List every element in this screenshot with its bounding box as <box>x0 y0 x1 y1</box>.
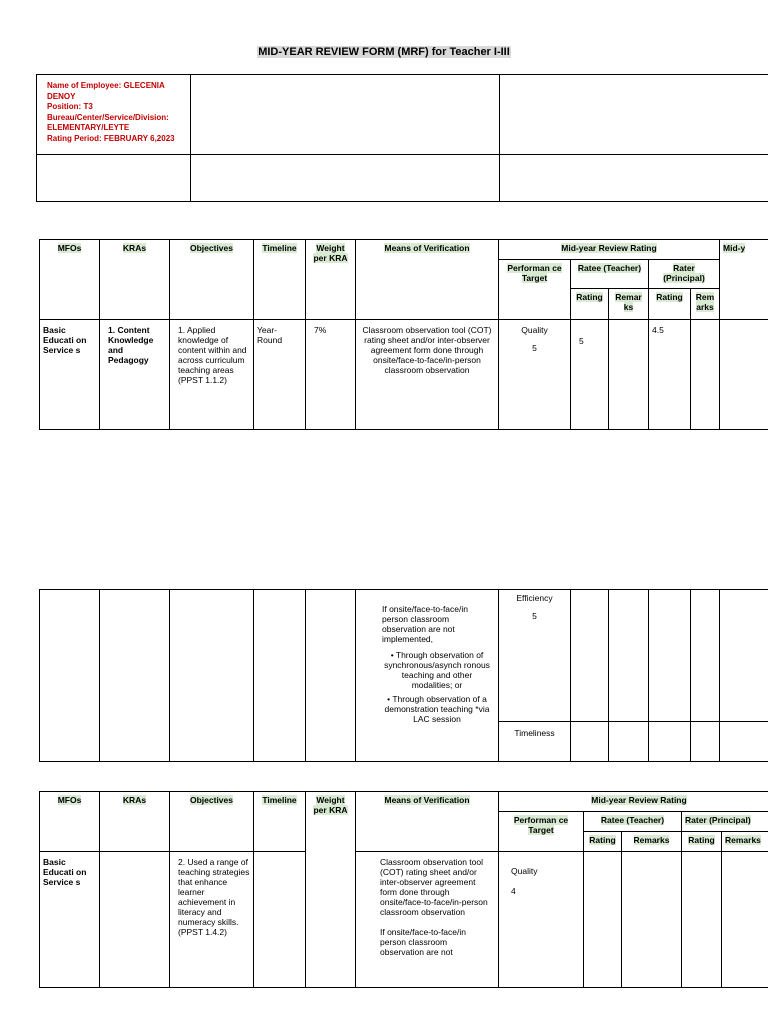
row2-efficiency <box>499 590 571 722</box>
row1-mfo: Basic Educati on Service s <box>40 320 100 430</box>
employee-details <box>47 81 187 145</box>
row2-ratee-rating <box>571 590 609 722</box>
employee-rating-period: Rating Period: FEBRUARY 6,2023 <box>47 133 175 143</box>
row2-extra <box>720 590 768 722</box>
row2-weight <box>306 590 356 762</box>
row3-timeline <box>254 852 306 988</box>
header-objectives: Objectives <box>170 240 254 320</box>
t3-header-kras: KRAs <box>100 792 170 852</box>
row2-efficiency-label: Efficiency <box>516 593 553 603</box>
review-table-2 <box>39 589 768 762</box>
t3-header-objectives: Objectives <box>170 792 254 852</box>
employee-name-line2: DENOY <box>47 91 76 101</box>
row1-performance <box>499 320 571 430</box>
row3-means-2: If onsite/face-to-face/in person classroom observation are not <box>380 927 466 957</box>
header-means: Means of Verification <box>356 240 499 320</box>
header-midyear: Mid-year Review Rating <box>499 240 720 260</box>
row2b-ratee-rating <box>571 722 609 762</box>
row2-ratee-remarks <box>609 590 649 722</box>
row3-kra <box>100 852 170 988</box>
t3-header-ratee: Ratee (Teacher) <box>584 812 682 832</box>
t3-header-performance: Performan ce Target <box>499 812 584 852</box>
header-ratee-remarks: Remar ks <box>609 289 649 320</box>
row2-means <box>356 590 499 762</box>
t3-header-mfos: MFOs <box>40 792 100 852</box>
header-ratee-rating: Rating <box>571 289 609 320</box>
row2-means-bullet1: • Through observation of synchronous/asynch ronous teaching and other modalities; or <box>384 650 490 690</box>
row1-means: Classroom observation tool (COT) rating sheet and/or inter-observer agreement form done through onsite/face-to-face/in-person classroom observation <box>356 320 499 430</box>
row1-kra: 1. Content Knowledge and Pedagogy <box>100 320 170 430</box>
row1-objective: 1. Applied knowledge of content within and across curriculum teaching areas (PPST 1.1.2) <box>170 320 254 430</box>
header-kras: KRAs <box>100 240 170 320</box>
employee-bureau-value: ELEMENTARY/LEYTE <box>47 123 130 133</box>
row2-objective <box>170 590 254 762</box>
header-mfos: MFOs <box>40 240 100 320</box>
header-ratee: Ratee (Teacher) <box>571 260 649 289</box>
row2-mfo <box>40 590 100 762</box>
row1-perf-value: 5 <box>532 343 537 353</box>
row3-perf-label: Quality <box>511 866 538 876</box>
header-rater-remarks: Rem arks <box>691 289 720 320</box>
row2-efficiency-value: 5 <box>532 611 537 621</box>
row3-means-1: Classroom observation tool (COT) rating sheet and/or inter-observer agreement form done through onsite/face-to-face/in-person classroom observation <box>380 857 488 917</box>
employee-position: Position: T3 <box>47 102 93 112</box>
row3-perf-value: 4 <box>511 886 516 896</box>
row2-rater-rating <box>649 590 691 722</box>
t3-header-weight: Weight per KRA <box>306 792 356 988</box>
review-table-1 <box>39 239 768 430</box>
header-rater: Rater (Principal) <box>649 260 720 289</box>
row1-ratee-remarks <box>609 320 649 430</box>
header-performance: Performan ce Target <box>499 260 571 320</box>
row2-timeliness: Timeliness <box>499 722 571 762</box>
row3-rater-remarks <box>722 852 768 988</box>
t3-header-ratee-rating: Rating <box>584 832 622 852</box>
t3-header-rater-rating: Rating <box>682 832 722 852</box>
info-divider-1 <box>190 74 191 201</box>
header-timeline: Timeline <box>254 240 306 320</box>
row2b-rater-rating <box>649 722 691 762</box>
header-midyear-cut: Mid-y <box>720 240 768 320</box>
row2-means-bullet2: • Through observation of a demonstration teaching *via LAC session <box>384 694 490 724</box>
row1-weight: 7% <box>306 320 356 430</box>
row3-objective: 2. Used a range of teaching strategies that enhance learner achievement in literacy and numeracy skills. (PPST 1.4.2) <box>170 852 254 988</box>
row2-rater-remarks <box>691 590 720 722</box>
row2-kra <box>100 590 170 762</box>
row2-means-intro: If onsite/face-to-face/in person classroom observation are not implemented, <box>382 604 468 644</box>
row2-timeline <box>254 590 306 762</box>
row1-timeline: Year-Round <box>254 320 306 430</box>
employee-bureau-label: Bureau/Center/Service/Division: <box>47 112 169 122</box>
t3-header-ratee-remarks: Remarks <box>622 832 682 852</box>
row2b-ratee-remarks <box>609 722 649 762</box>
row1-extra <box>720 320 768 430</box>
t3-header-rater-remarks: Remarks <box>722 832 768 852</box>
form-title: MID-YEAR REVIEW FORM (MRF) for Teacher I-III <box>258 46 510 58</box>
row2b-rater-remarks <box>691 722 720 762</box>
t3-header-timeline: Timeline <box>254 792 306 852</box>
row1-rater-rating: 4.5 <box>649 320 691 430</box>
header-rater-rating: Rating <box>649 289 691 320</box>
row3-performance <box>499 852 584 988</box>
info-divider-2 <box>499 74 500 201</box>
row3-means <box>356 852 499 988</box>
employee-name-line1: Name of Employee: GLECENIA <box>47 81 165 90</box>
row1-perf-label: Quality <box>521 325 548 335</box>
row1-rater-remarks <box>691 320 720 430</box>
review-table-3 <box>39 791 768 988</box>
t3-header-means: Means of Verification <box>356 792 499 852</box>
row3-mfo: Basic Educati on Service s <box>40 852 100 988</box>
t3-header-rater: Rater (Principal) <box>682 812 768 832</box>
row3-rater-rating <box>682 852 722 988</box>
t3-header-midyear: Mid-year Review Rating <box>499 792 768 812</box>
header-weight: Weight per KRA <box>306 240 356 320</box>
info-row-divider <box>36 154 768 155</box>
row3-ratee-remarks <box>622 852 682 988</box>
row1-ratee-rating: 5 <box>571 320 609 430</box>
row2b-extra <box>720 722 768 762</box>
row3-ratee-rating <box>584 852 622 988</box>
